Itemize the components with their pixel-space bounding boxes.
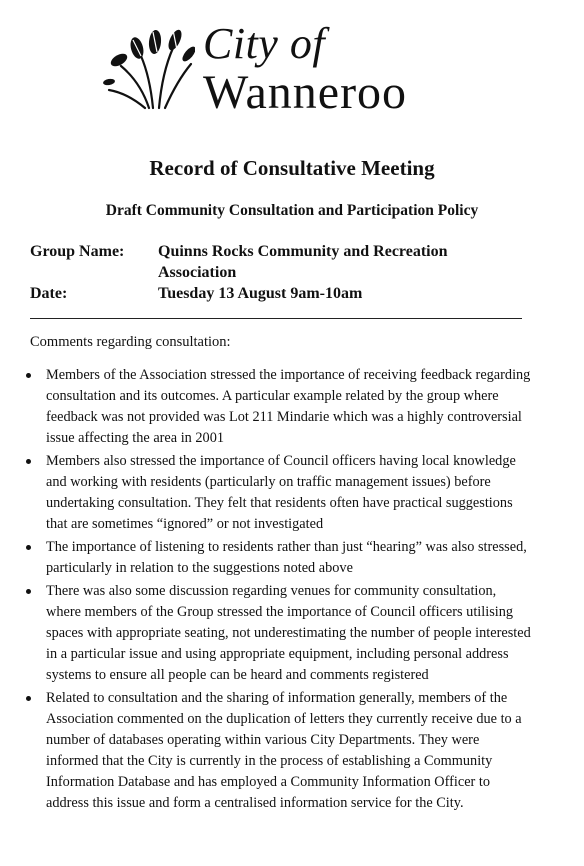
document-subtitle: Draft Community Consultation and Participation Policy	[105, 202, 479, 219]
logo-text-city-of: City of	[203, 19, 326, 68]
bullet-icon	[26, 589, 31, 594]
list-item	[22, 451, 532, 535]
list-item-text: Related to consultation and the sharing of information generally, members of the Association commented on the duplication of letters they currently receive due to a number of databases operating within various City Departments. They were informed that the City is currently in the process of establishing a Community Information Database and has employed a Community Information Officer to address this issue and form a centralised information service for the City.	[46, 690, 522, 811]
list-item-text: Members also stressed the importance of Council officers having local knowledge and working with residents (particularly on traffic management issues) before undertaking consultation. They felt that residents often have practical suggestions that are sometimes “ignored” or not investigated	[46, 453, 516, 532]
bullet-icon	[26, 459, 31, 464]
group-name-value: Quinns Rocks Community and Recreation Association	[158, 243, 448, 281]
bullet-icon	[26, 373, 31, 378]
list-item-text: The importance of listening to residents rather than just “hearing” was also stressed, particularly in relation to the suggestions noted above	[46, 539, 527, 576]
date-value: Tuesday 13 August 9am-10am	[158, 285, 363, 302]
list-item	[22, 581, 532, 686]
list-item-text: Members of the Association stressed the importance of receiving feedback regarding consultation and its outcomes. A particular example related by the group where feedback was not provided was Lot 211 Mindarie which was a highly controversial issue affecting the area in 2001	[46, 367, 531, 446]
divider-line	[30, 318, 522, 319]
bullet-icon	[26, 545, 31, 550]
comments-heading: Comments regarding consultation:	[30, 334, 231, 350]
city-logo	[103, 18, 443, 118]
group-name-label: Group Name:	[30, 243, 125, 260]
logo-text-wanneroo: Wanneroo	[203, 66, 408, 119]
list-item	[22, 688, 532, 814]
list-item	[22, 537, 532, 579]
date-label: Date:	[30, 285, 68, 302]
list-item-text: There was also some discussion regarding venues for community consultation, where members of the Group stressed the importance of Council officers utilising spaces with appropriate seating, not underestimating the number of people interested in a particular issue and using appropriate equipment, including personal address systems to ensure all people can be heard and comments registered	[46, 583, 531, 683]
comments-list	[22, 365, 532, 816]
bullet-icon	[26, 696, 31, 701]
kangaroo-paw-flower-icon	[103, 20, 195, 112]
document-title: Record of Consultative Meeting	[149, 156, 435, 180]
list-item	[22, 365, 532, 449]
